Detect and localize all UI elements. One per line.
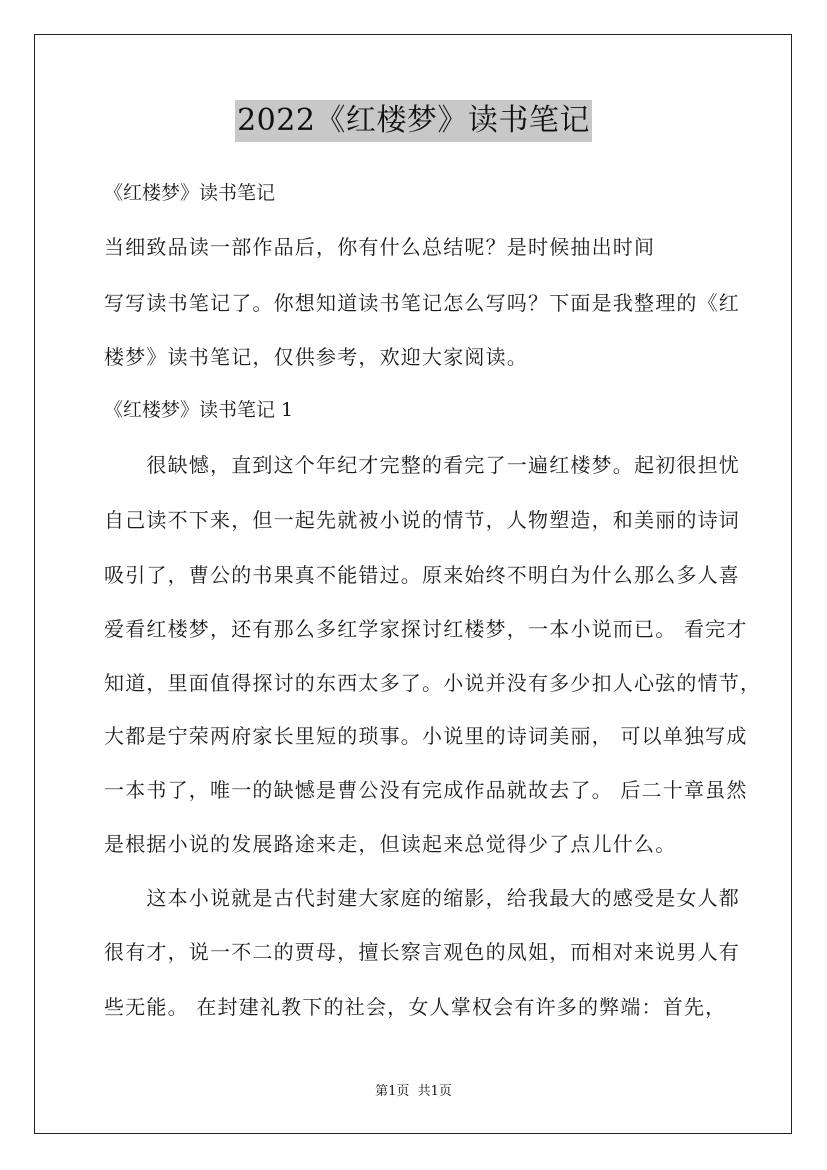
page-footer	[0, 1083, 827, 1101]
paragraph-line: 是根据小说的发展路途来走，但读起来总觉得少了点儿什么。	[104, 832, 677, 856]
document-subtitle: 《红楼梦》读书笔记	[104, 182, 276, 204]
intro-line: 当细致品读一部作品后，你有什么总结呢？是时候抽出时间	[104, 235, 656, 259]
paragraph-line: 爱看红楼梦，还有那么多红学家探讨红楼梦，一本小说而已。 看完才	[104, 617, 748, 641]
title-container	[0, 100, 827, 142]
paragraph-line: 吸引了，曹公的书果真不能错过。原来始终不明白为什么那么多人喜	[104, 563, 740, 587]
paragraph-line: 自己读不下来，但一起先就被小说的情节，人物塑造，和美丽的诗词	[104, 508, 740, 532]
intro-line: 写写读书笔记了。你想知道读书笔记怎么写吗？下面是我整理的《红	[104, 291, 740, 315]
total-pages: 共1页	[417, 1084, 452, 1099]
paragraph-line: 一本书了，唯一的缺憾是曹公没有完成作品就故去了。 后二十章虽然	[104, 778, 748, 802]
paragraph-line: 这本小说就是古代封建大家庭的缩影，给我最大的感受是女人都	[104, 886, 740, 910]
paragraph-line: 些无能。 在封建礼教下的社会，女人掌权会有许多的弊端：首先，	[104, 995, 727, 1019]
paragraph-line: 很有才，说一不二的贾母，擅长察言观色的凤姐，而相对来说男人有	[104, 940, 740, 964]
paragraph-line: 知道，里面值得探讨的东西太多了。小说并没有多少扣人心弦的情节，	[104, 671, 762, 695]
intro-line: 楼梦》读书笔记，仅供参考，欢迎大家阅读。	[104, 345, 528, 369]
page-number: 第1页	[375, 1084, 410, 1099]
section-heading: 《红楼梦》读书笔记 1	[104, 399, 294, 421]
paragraph-line: 很缺憾，直到这个年纪才完整的看完了一遍红楼梦。起初很担忧	[104, 453, 740, 477]
paragraph-line: 大都是宁荣两府家长里短的琐事。小说里的诗词美丽， 可以单独写成	[104, 724, 748, 748]
document-title: 2022《红楼梦》读书笔记	[235, 100, 592, 142]
